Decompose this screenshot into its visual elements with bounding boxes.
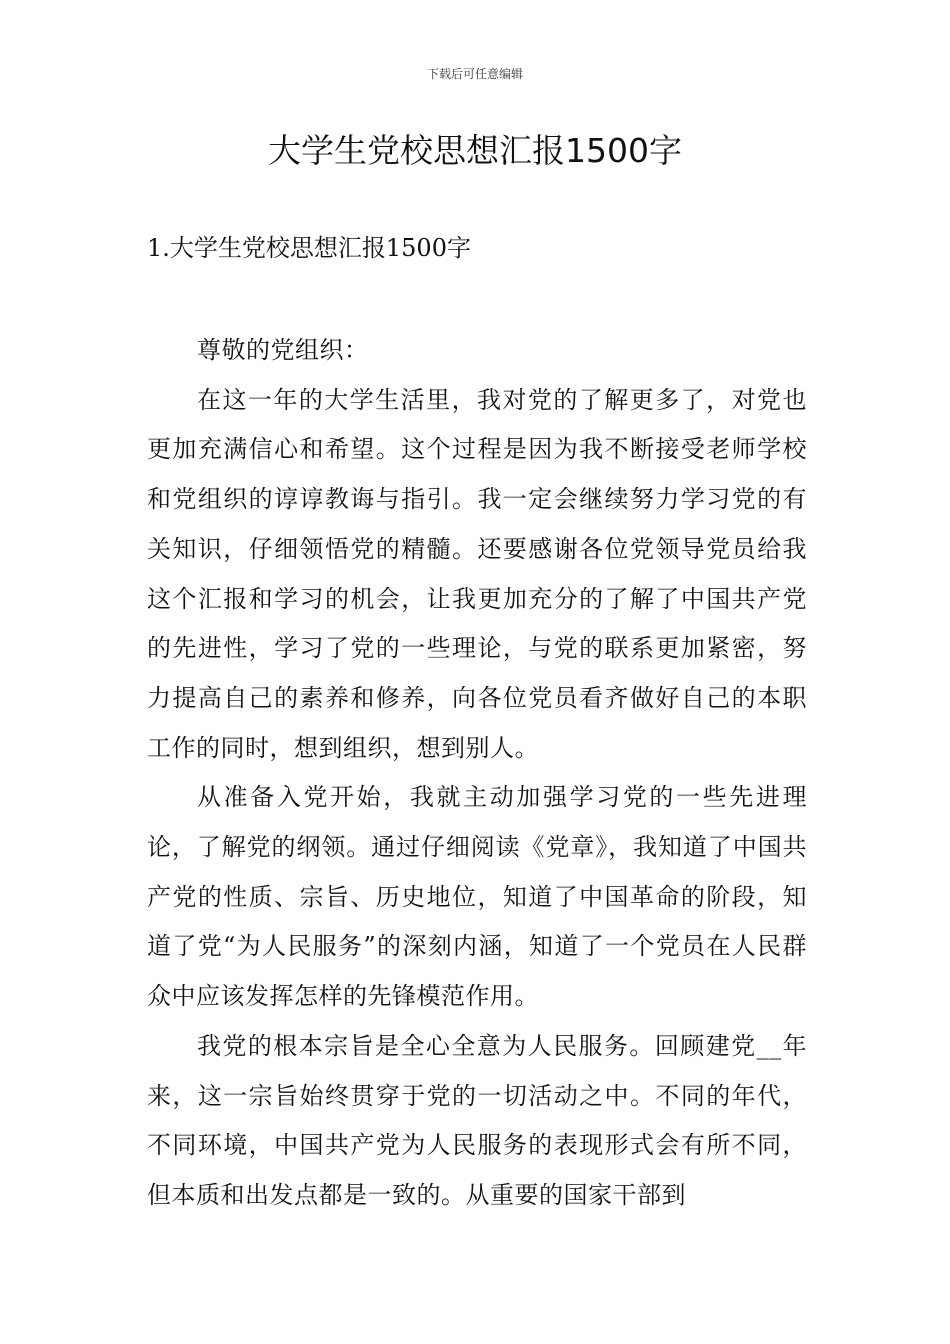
section-heading: 1.大学生党校思想汇报1500字 (147, 234, 471, 262)
paragraph: 我党的根本宗旨是全心全意为人民服务。回顾建党__年来，这一宗旨始终贯穿于党的一切活动之中。不同的年代，不同环境，中国共产党为人民服务的表现形式会有所不同，但本质和出发点都是一致的。从重要的国家干部到 (147, 1031, 807, 1209)
document-title: 大学生党校思想汇报1500字 (268, 131, 682, 170)
header-note: 下载后可任意编辑 (426, 67, 523, 81)
document-body (147, 326, 807, 1221)
salutation: 尊敬的党组织： (197, 336, 369, 364)
paragraph: 从准备入党开始，我就主动加强学习党的一些先进理论，了解党的纲领。通过仔细阅读《党章》，我知道了中国共产党的性质、宗旨、历史地位，知道了中国革命的阶段，知道了党“为人民服务”的深刻内涵，知道了一个党员在人民群众中应该发挥怎样的先锋模范作用。 (147, 783, 807, 1011)
paragraph: 在这一年的大学生活里，我对党的了解更多了，对党也更加充满信心和希望。这个过程是因为我不断接受老师学校和党组织的谆谆教诲与指引。我一定会继续努力学习党的有关知识，仔细领悟党的精髓。还要感谢各位党领导党员给我这个汇报和学习的机会，让我更加充分的了解了中国共产党的先进性，学习了党的一些理论，与党的联系更加紧密，努力提高自己的素养和修养，向各位党员看齐做好自己的本职工作的同时，想到组织，想到别人。 (147, 385, 807, 762)
